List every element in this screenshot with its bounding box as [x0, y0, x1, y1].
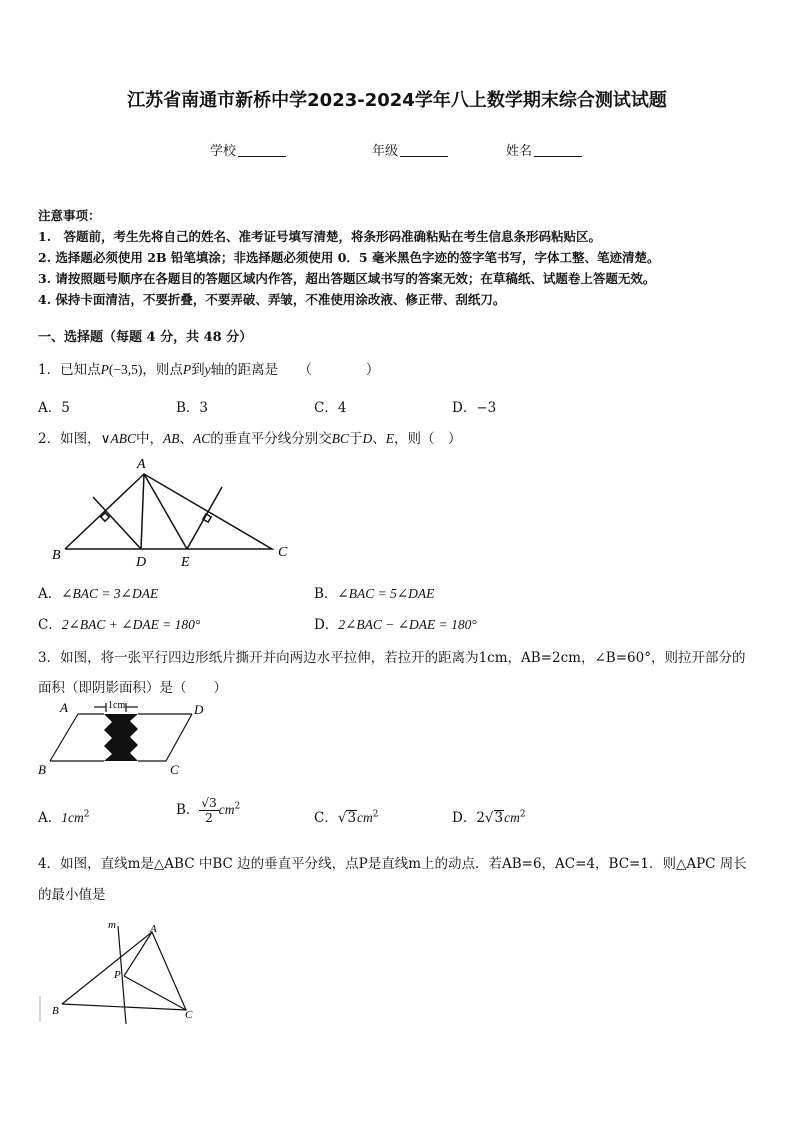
question-3-line-1: 3．如图，将一张平行四边形纸片撕开并向两边水平拉伸，若拉开的距离为1cm，AB=2cm，∠B=60°，则拉开部分的: [38, 650, 746, 666]
label-e: E: [181, 555, 190, 570]
label-c: C: [185, 1009, 193, 1021]
label-b: B: [52, 548, 61, 563]
q2-option-b[interactable]: B．∠BAC = 5∠DAE: [314, 586, 435, 602]
figure-q3: [34, 698, 224, 782]
label-d: D: [136, 555, 147, 570]
name-blank[interactable]: [534, 144, 582, 157]
label-c: C: [278, 545, 288, 560]
q1-option-a[interactable]: A．5: [38, 400, 70, 416]
note-item: 4. 保持卡面清洁，不要折叠，不要弄破、弄皱，不准使用涂改液、修正带、刮纸刀。: [38, 292, 506, 307]
right-angle-mark: [203, 514, 211, 522]
grade-field[interactable]: 年级: [372, 140, 448, 159]
label-d: D: [194, 702, 204, 717]
label-b: B: [38, 762, 46, 777]
label-a: A: [137, 457, 146, 472]
label-m: m: [108, 919, 116, 931]
segment-ae: [144, 474, 187, 549]
q3-option-b[interactable]: B． $\frac{√3}{2}$ $cm^2$: [176, 796, 241, 825]
section-heading: 一、选择题（每题 4 分，共 48 分）: [38, 330, 253, 345]
perp-bisector-ab: [93, 497, 141, 549]
question-1: 1．已知点P(−3,5)，则点P到y轴的距离是 （ ）: [38, 362, 380, 378]
perp-bisector-ac: [187, 487, 222, 549]
page-title: 江苏省南通市新桥中学2023-2024学年八上数学期末综合测试试题: [127, 90, 667, 111]
question-4-line-1: 4．如图，直线m是△ABC 中BC 边的垂直平分线，点P是直线m上的动点．若AB=6，AC=4，BC=1．则△APC 周长: [38, 856, 747, 872]
question-3-line-2: 面积（即阴影面积）是（ ）: [38, 680, 227, 696]
q2-option-c[interactable]: C．2∠BAC + ∠DAE = 180°: [38, 617, 201, 633]
shaded-region: [104, 714, 138, 761]
q3-option-c[interactable]: C．$√3cm^2$: [314, 809, 379, 826]
label-a: A: [60, 700, 68, 715]
question-4-line-2: 的最小值是: [38, 887, 106, 903]
label-b: B: [52, 1005, 59, 1017]
note-item: 1. 答题前，考生先将自己的姓名、准考证号填写清楚，将条形码准确粘贴在考生信息条形码粘贴区。: [38, 229, 602, 244]
notes: [38, 205, 659, 310]
label-1cm: 1cm: [108, 700, 126, 711]
q1-option-b[interactable]: B．3: [176, 400, 209, 416]
segment-pa: [124, 932, 152, 976]
grade-blank[interactable]: [400, 144, 448, 157]
figure-q4: [36, 916, 206, 1028]
q3-option-d[interactable]: D．$2√3cm^2$: [452, 809, 526, 826]
label-a: A: [150, 923, 157, 935]
side-ab: [50, 714, 78, 761]
school-field[interactable]: 学校: [210, 140, 286, 159]
note-item: 2. 选择题必须使用 2B 铅笔填涂；非选择题必须使用 0．5 毫米黑色字迹的签字笔书写，字体工整、笔迹清楚。: [38, 250, 660, 265]
side-dc: [166, 714, 192, 761]
label-c: C: [170, 762, 179, 777]
q1-option-c[interactable]: C．4: [314, 400, 347, 416]
note-item: 3. 请按照题号顺序在各题目的答题区域内作答，超出答题区域书写的答案无效；在草稿纸、试题卷上答题无效。: [38, 271, 656, 286]
notes-heading: 注意事项：: [38, 208, 101, 223]
figure-q2: [38, 452, 298, 574]
q2-option-d[interactable]: D．2∠BAC − ∠DAE = 180°: [314, 617, 477, 633]
q2-option-a[interactable]: A．∠BAC = 3∠DAE: [38, 586, 159, 602]
question-2: 2．如图，∨ABC中，AB、AC的垂直平分线分别交BC于D、E，则（ ）: [38, 431, 462, 447]
segment-pc: [124, 976, 186, 1010]
q3-option-a[interactable]: A．$1cm^2$: [38, 809, 90, 826]
q1-option-d[interactable]: D．−3: [452, 400, 497, 416]
triangle-abc: [65, 474, 272, 549]
label-p: P: [114, 969, 121, 981]
school-blank[interactable]: [238, 144, 286, 157]
name-field[interactable]: 姓名: [506, 140, 582, 159]
segment-ad: [141, 474, 144, 549]
